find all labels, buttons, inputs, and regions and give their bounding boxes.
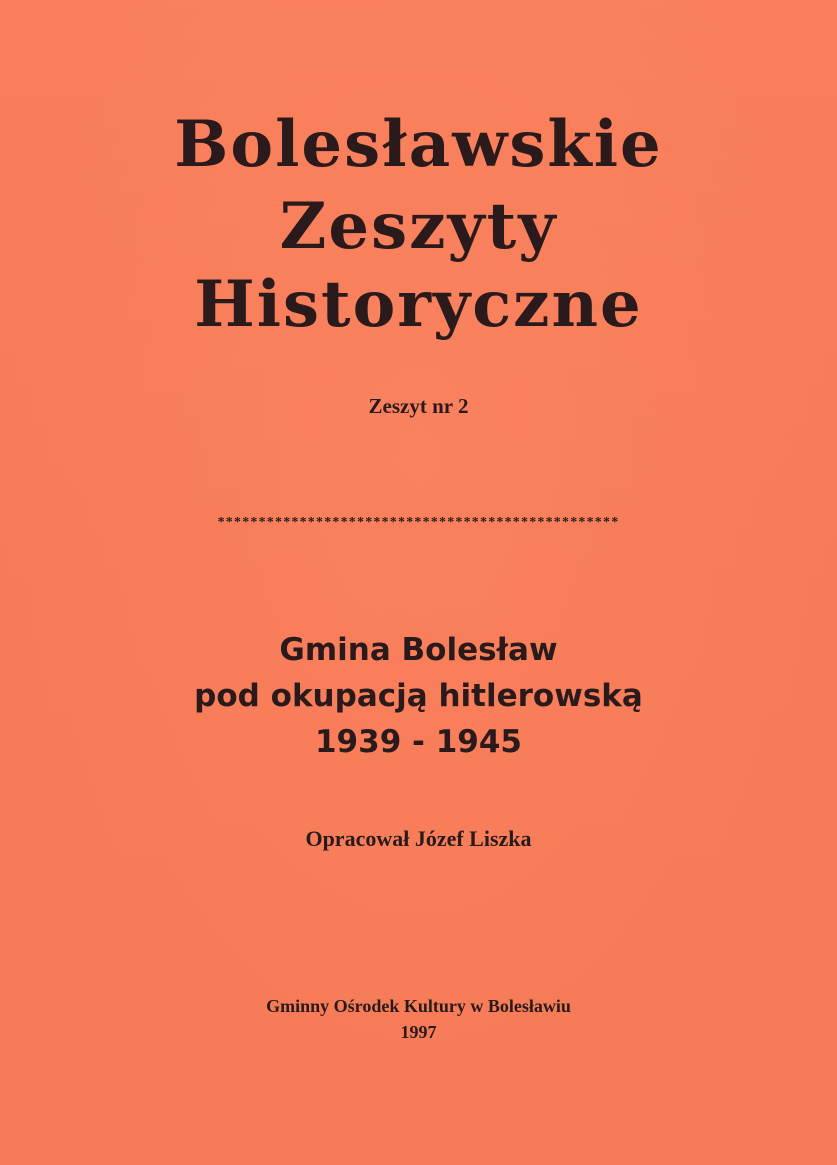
- book-title-line-1: Gmina Bolesław: [279, 632, 558, 668]
- asterisk-separator: *************************************************: [217, 515, 620, 530]
- series-title-line-3: Historyczne: [194, 267, 643, 342]
- issue-number: Zeszyt nr 2: [368, 394, 469, 418]
- publication-year: 1997: [400, 1022, 437, 1042]
- book-title-line-3: 1939 - 1945: [314, 724, 522, 760]
- series-title-line-2: Zeszyty: [279, 189, 558, 264]
- publisher-name: Gminny Ośrodek Kultury w Bolesławiu: [266, 996, 571, 1016]
- series-title-line-1: Bolesławskie: [174, 107, 663, 182]
- book-title-line-2: pod okupacją hitlerowską: [194, 678, 643, 714]
- author-credit: Opracował Józef Liszka: [305, 826, 532, 851]
